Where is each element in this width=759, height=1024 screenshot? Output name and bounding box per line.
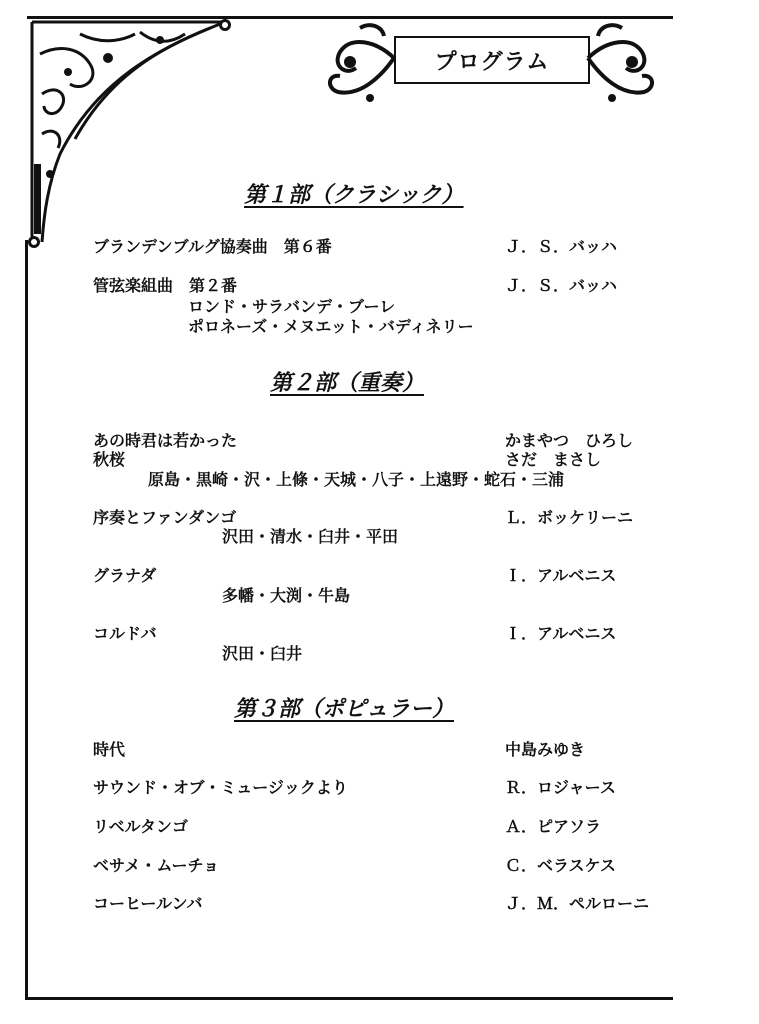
program-composer: Ｉ．アルベニス <box>505 624 617 643</box>
corner-ornament-icon <box>20 14 245 254</box>
program-composer: Ｊ．Ｓ．バッハ <box>505 276 618 295</box>
program-title: コルドバ <box>93 624 157 643</box>
program-title: 時代 <box>93 740 126 759</box>
title-box <box>394 36 590 84</box>
section-heading-3: 第３部（ポピュラー） <box>234 697 455 722</box>
program-title: 秋桜 <box>93 450 126 469</box>
program-composer: さだ まさし <box>505 450 602 469</box>
program-title: 管弦楽組曲 第２番 <box>93 276 238 295</box>
program-composer: 中島みゆき <box>505 740 586 759</box>
program-composer: かまやつ ひろし <box>505 431 634 450</box>
program-composer: Ｊ．Ｓ．バッハ <box>505 237 618 256</box>
frame-bottom-rule <box>25 997 673 1000</box>
program-composer: Ｒ．ロジャース <box>505 778 616 797</box>
performer-list: 沢田・臼井 <box>222 644 303 663</box>
section-heading-2: 第２部（重奏） <box>270 371 425 396</box>
title-banner <box>320 18 660 108</box>
program-composer: Ｊ．Ｍ．ペルローニ <box>505 894 650 913</box>
scroll-ornament-left-icon <box>320 18 400 108</box>
performer-list: 原島・黒崎・沢・上條・天城・八子・上遠野・蛇石・三浦 <box>148 470 565 489</box>
movement-list: ポロネーズ・メヌエット・バディネリー <box>188 317 474 336</box>
frame-left-rule <box>25 240 28 1000</box>
program-title: あの時君は若かった <box>93 431 238 450</box>
program-composer: Ｃ．ベラスケス <box>505 856 616 875</box>
movement-list: ロンド・サラバンデ・ブーレ <box>188 297 396 316</box>
page-title: プログラム <box>434 49 550 75</box>
performer-list: 多幡・大渕・牛島 <box>222 586 351 605</box>
program-composer: Ｉ．アルベニス <box>505 566 617 585</box>
scroll-ornament-right-icon <box>582 18 662 108</box>
program-title: ブランデンブルグ協奏曲 第６番 <box>93 237 332 256</box>
program-composer: Ｌ．ボッケリーニ <box>505 508 634 527</box>
section-heading-1: 第１部（クラシック） <box>244 183 464 208</box>
program-title: ベサメ・ムーチョ <box>93 856 220 875</box>
program-title: 序奏とファンダンゴ <box>93 508 237 527</box>
program-title: コーヒールンバ <box>93 894 203 913</box>
program-title: グラナダ <box>93 566 157 585</box>
program-title: リベルタンゴ <box>93 817 189 836</box>
performer-list: 沢田・清水・臼井・平田 <box>222 527 399 546</box>
program-composer: Ａ．ピアソラ <box>505 817 602 836</box>
program-title: サウンド・オブ・ミュージックより <box>93 778 348 797</box>
